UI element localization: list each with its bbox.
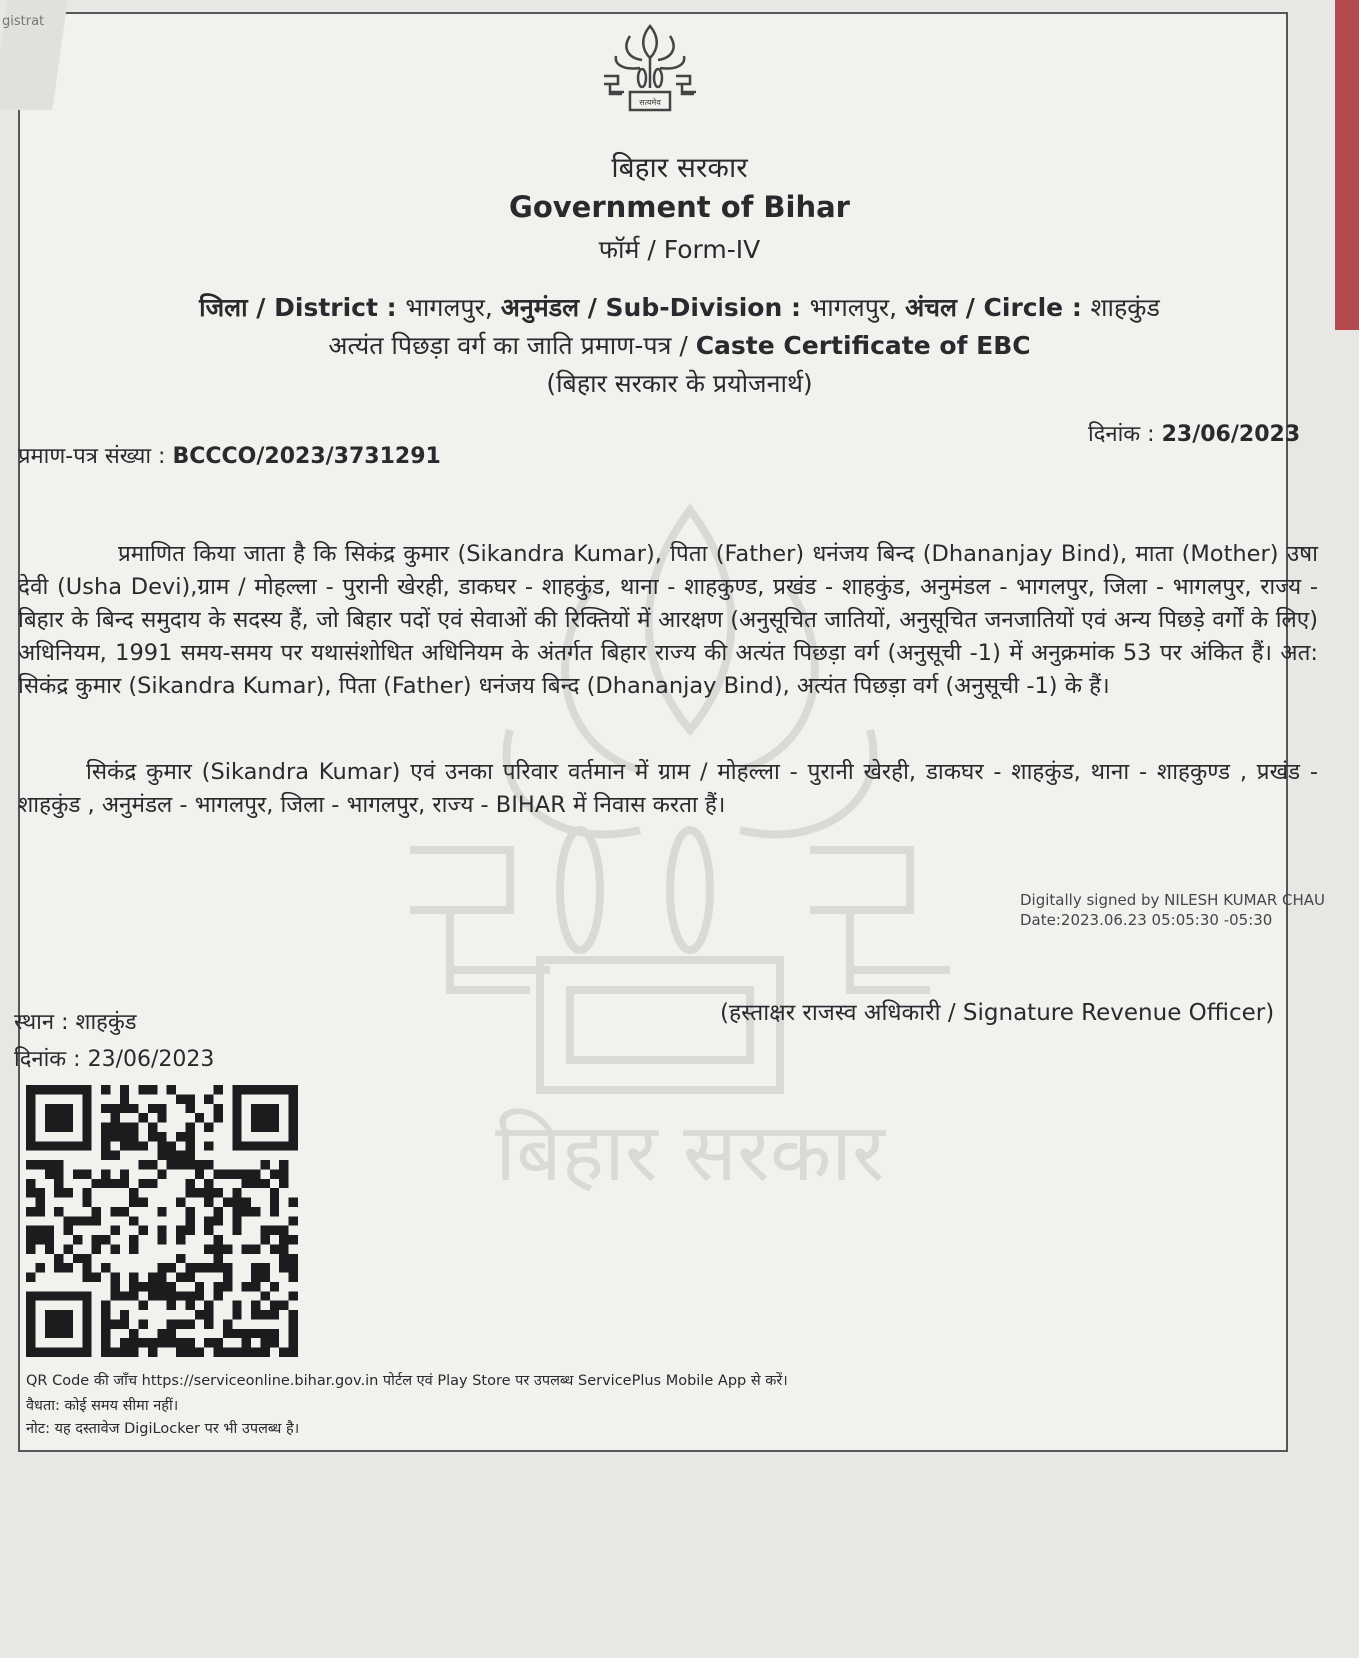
certificate-title-hindi: अत्यंत पिछड़ा वर्ग का जाति प्रमाण-पत्र / <box>328 331 696 360</box>
signature-label: (हस्ताक्षर राजस्व अधिकारी / Signature Revenue Officer) <box>720 1000 1275 1026</box>
certificate-title <box>0 328 1359 362</box>
certificate-body-paragraph-1: प्रमाणित किया जाता है कि सिकंद्र कुमार (Sikandra Kumar), पिता (Father) धनंजय बिन्द (Dhananjay Bind), माता (Mother) उषा देवी (Usha Devi),ग्राम / मोहल्ला - पुरानी खेरही, डाकघर - शाहकुंड, थाना - शाहकुण्ड, प्रखंड - शाहकुंड, अनुमंडल - भागलपुर, जिला - भागलपुर, राज्य - बिहार के बिन्द समुदाय के सदस्य हैं, जो बिहार पदों एवं सेवाओं की रिक्तियों में आरक्षण (अनुसूचित जातियों, अनुसूचित जनजातियों एवं अन्य पिछड़े वर्गों के लिए) अधिनियम, 1991 समय-समय पर यथासंशोधित अधिनियम के अंतर्गत बिहार राज्य की अत्यंत पिछड़ा वर्ग (अनुसूची -1) में अनुक्रमांक 53 पर अंकित हैं। अत: सिकंद्र कुमार (Sikandra Kumar), पिता (Father) धनंजय बिन्द (Dhananjay Bind), अत्यंत पिछड़ा वर्ग (अनुसूची -1) के हैं। <box>18 541 1318 699</box>
torn-corner-text: gistrat <box>2 14 45 29</box>
footer-date: दिनांक : 23/06/2023 <box>14 1047 215 1072</box>
certificate-number-label: प्रमाण-पत्र संख्या : <box>18 444 173 469</box>
digilocker-note: नोट: यह दस्तावेज DigiLocker पर भी उपलब्ध है। <box>26 1421 300 1437</box>
certificate-body-paragraph-2: सिकंद्र कुमार (Sikandra Kumar) एवं उनका परिवार वर्तमान में ग्राम / मोहल्ला - पुरानी खेरही, डाकघर - शाहकुंड, थाना - शाहकुण्ड , प्रखंड - शाहकुंड , अनुमंडल - भागलपुर, जिला - भागलपुर, राज्य - BIHAR में निवास करता हैं। <box>18 759 1318 818</box>
validity-note: वैधता: कोई समय सीमा नहीं। <box>26 1398 179 1414</box>
digital-signature-block <box>1020 890 1325 930</box>
certificate-title-english: Caste Certificate of EBC <box>695 331 1031 360</box>
qr-code-icon <box>26 1085 298 1357</box>
english-government-title: Government of Bihar <box>509 190 850 224</box>
emblem-seal-text: सत्यमेव <box>639 98 661 107</box>
hindi-government-title: बिहार सरकार <box>611 151 748 184</box>
issue-date <box>1088 418 1300 448</box>
issue-date-label: दिनांक : <box>1088 422 1162 447</box>
certificate-purpose: (बिहार सरकार के प्रयोजनार्थ) <box>546 369 813 398</box>
digital-signature-signer: Digitally signed by NILESH KUMAR CHAU <box>1020 891 1326 909</box>
subdivision-value: भागलपुर, <box>809 293 906 322</box>
district-label: जिला / District : <box>199 293 406 322</box>
location-line <box>0 290 1359 324</box>
bihar-emblem-icon <box>600 18 700 118</box>
place: स्थान : शाहकुंड <box>14 1010 137 1035</box>
certificate-number <box>18 440 441 470</box>
district-value: भागलपुर, <box>405 293 501 322</box>
qr-verification-note: QR Code की जाँच https://serviceonline.bihar.gov.in पोर्टल एवं Play Store पर उपलब्ध ServicePlus Mobile App से करें। <box>26 1373 788 1389</box>
circle-label: अंचल / Circle : <box>905 293 1091 322</box>
certificate-number-value: BCCCO/2023/3731291 <box>172 444 441 469</box>
digital-signature-date: Date:2023.06.23 05:05:30 -05:30 <box>1020 911 1273 929</box>
form-number: फॉर्म / Form-IV <box>598 235 761 264</box>
circle-value: शाहकुंड <box>1090 293 1160 322</box>
subdivision-label: अनुमंडल / Sub-Division : <box>500 293 810 322</box>
issue-date-value: 23/06/2023 <box>1161 422 1301 447</box>
